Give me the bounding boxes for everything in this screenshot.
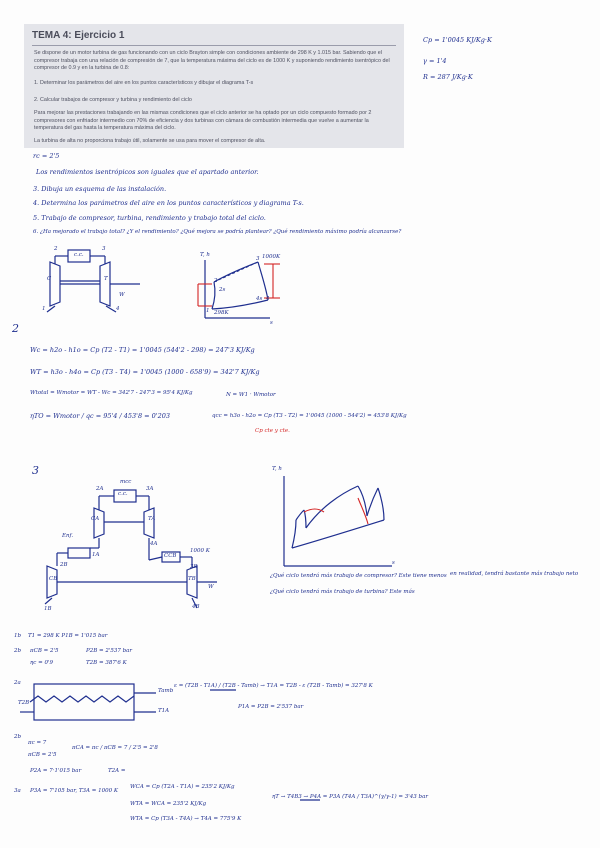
ts1-2s-label: 2s	[219, 287, 226, 293]
cp-note: Cp = 1'0045 KJ/Kg·K	[423, 36, 492, 44]
turbine-question: ¿Qué ciclo tendrá más trabajo de turbina? Este más	[270, 589, 415, 595]
enfriador-label: Enf.	[62, 533, 74, 539]
p1a-value: P1A = P2B = 2'537 bar	[238, 704, 304, 710]
cb-label: CB	[49, 576, 58, 582]
step-2-pi: πCB = 2'5	[30, 648, 59, 654]
compressor-work-eq: Wc = h2o - h1o = Cp (T2 - T1) = 1'0045 (544'2 - 298) = 247'3 KJ/Kg	[30, 346, 255, 354]
node-3-label: 3	[102, 246, 106, 252]
step-4-p2a: P2A = 7·1'015 bar	[30, 768, 82, 774]
ts1-3-label: 3	[256, 256, 260, 262]
section-3-number: 3	[32, 464, 39, 477]
step-5-p4a: ηT → T4B3 → P4A = P3A (T4A / T3A)^(γ/γ-1) = 3'43 bar	[272, 794, 428, 800]
problem-paragraph-3: La turbina de alta no proporciona trabajo útil, solamente se usa para mover el compresor de alta.	[34, 138, 266, 144]
ts-diagram-1	[198, 260, 280, 318]
ts1-2-label: 2	[214, 278, 218, 284]
node-4-label: 4	[116, 306, 120, 312]
ts1-s-label: s	[270, 320, 273, 326]
fuel-label: mcc	[120, 479, 132, 485]
ca-label: CA	[91, 516, 100, 522]
cc-label: c.c.	[118, 491, 128, 497]
step-4-badge: 2b	[14, 734, 22, 740]
node-4a-label: 4A	[150, 541, 158, 547]
step-2-eta: ηc = 0'9	[30, 660, 53, 666]
effectiveness-eq: ε = (T2B - T1A) / (T2B - Tamb) → T1A = T2B - ε (T2B - Tamb) = 327'8 K	[174, 683, 373, 689]
brayton-schematic	[47, 250, 140, 312]
node-3a-label: 3A	[146, 486, 154, 492]
node-2b-label: 2B	[60, 562, 68, 568]
gamma-note: γ = 1'4	[423, 57, 447, 65]
turbine-work-eq: WT = h3o - h4o = Cp (T3 - T4) = 1'0045 (1000 - 658'9) = 342'7 KJ/Kg	[30, 368, 260, 376]
turbine-label: T	[104, 276, 108, 282]
w-label-3: W	[208, 584, 214, 590]
hx-t2b-label: T2B	[18, 700, 30, 706]
compressor-question: ¿Qué ciclo tendrá más trabajo de compresor? Este tiene menos	[270, 573, 447, 579]
ts1-axis-label: T, h	[200, 252, 210, 258]
step-5-wta: WTA = WCA = 235'2 KJ/Kg	[130, 801, 207, 807]
step-1-badge: 1b	[14, 633, 22, 639]
ccb-label: CCB	[164, 553, 177, 559]
step-5-wca: WCA = Cp (T2A - T1A) = 235'2 KJ/Kg	[130, 784, 235, 790]
step-5-badge: 3a	[14, 788, 21, 794]
node-1-label: 1	[42, 306, 46, 312]
hx-t1a-label: T1A	[158, 708, 170, 714]
problem-paragraph: Se dispone de un motor turbina de gas funcionando con un ciclo Brayton simple con condiciones ambiente de 298 K y 1.015 bar. Sabiendo que el compresor trabaja con una relación de compresión de 7, que la temperatura máxima del ciclo es de 1000 K y suponiendo rendimiento isentrópico del compresor de 0.9 y en la turbina de 0.8:	[34, 50, 390, 72]
problem-paragraph-2: Para mejorar las prestaciones trabajando en las mismas condiciones que el ciclo anterior se ha optado por un ciclo compuesto formado por 2 compresores con enfriador intermedio con 70% de eficiencia y dos turbinas con cámara de combustión intermedia que vuelve a aumentar la temperatura del gas hasta la temperatura máxima del ciclo.	[34, 110, 372, 132]
problem-item-1: 1. Determinar los parámetros del aire en los puntos característicos y dibujar el diagrama T-s	[34, 80, 254, 86]
cp-constant-note: Cp cte y cte.	[255, 428, 290, 434]
power-note: N = W1 · Wmotor	[226, 392, 276, 398]
ts-diagram-2	[284, 476, 392, 566]
r-note: R = 287 J/Kg·K	[423, 73, 473, 81]
step-2-p2b: P2B = 2'537 bar	[86, 648, 133, 654]
node-2-label: 2	[54, 246, 58, 252]
hx-tamb-label: Tamb	[158, 688, 174, 694]
efficiency-note: Los rendimientos isentrópicos son iguales que el apartado anterior.	[36, 168, 259, 176]
compressor-label: C	[47, 276, 52, 282]
ts1-1-label: 1	[206, 308, 210, 314]
combustion-label: c.c.	[74, 252, 84, 258]
step-3-badge: 2a	[14, 680, 21, 686]
step-5-state: P3A = 7'105 bar, T3A = 1000 K	[30, 788, 118, 794]
ts1-t1-label: 298K	[214, 310, 229, 316]
question-6: 6. ¿Ha mejorado el trabajo total? ¿Y el rendimiento? ¿Qué mejora se podría plantear? ¿Qué rendimiento máximo podría alcanzarse?	[33, 229, 402, 235]
node-1a-label: 1A	[92, 552, 100, 558]
step-5-t4a: WTA = Cp (T3A - T4A) → T4A = 775'9 K	[130, 816, 242, 822]
node-3b-label: 3B	[190, 564, 198, 570]
question-4: 4. Determina los parámetros del aire en los puntos característicos y diagrama T-s.	[33, 199, 304, 207]
problem-title: TEMA 4: Ejercicio 1	[32, 30, 125, 41]
step-4-pica: πCA = πc / πCB = 7 / 2'5 = 2'8	[72, 745, 158, 751]
section-2-number: 2	[12, 322, 19, 335]
step-4-picb: πCB = 2'5	[28, 752, 57, 758]
step-1-values: T1 = 298 K P1B = 1'015 bar	[28, 633, 108, 639]
question-5: 5. Trabajo de compresor, turbina, rendimiento y trabajo total del ciclo.	[33, 214, 266, 222]
net-work-eq: Wtotal = Wmotor = WT - Wc = 342'7 - 247'3 = 95'4 KJ/Kg	[30, 390, 193, 396]
ts1-4-label: 4	[266, 296, 270, 302]
efficiency-eq: ηTO = Wmotor / qc = 95'4 / 453'8 = 0'203	[30, 412, 170, 420]
step-2-badge: 2b	[14, 648, 22, 654]
ts1-t3-label: 1000K	[262, 254, 281, 260]
compressor-remark: en realidad, tendrá bastante más trabajo neto	[450, 571, 579, 577]
tb-label: TB	[188, 576, 196, 582]
step-4-t2a: T2A =	[108, 768, 126, 774]
question-3: 3. Dibuja un esquema de las instalación.	[33, 185, 167, 193]
ts2-axis-label: T, h	[272, 466, 282, 472]
t1000-label: 1000 K	[190, 548, 210, 554]
step-2-t2b: T2B = 387'6 K	[86, 660, 127, 666]
ts1-4s-label: 4s	[256, 296, 263, 302]
node-1b-label: 1B	[44, 606, 52, 612]
problem-item-2: 2. Calcular trabajos de compresor y turbina y rendimiento del ciclo	[34, 97, 192, 103]
ts2-s-label: s	[392, 560, 395, 566]
heat-exchanger-sketch	[20, 684, 156, 720]
node-4b-label: 4B	[192, 604, 200, 610]
ta-label: TA	[148, 516, 156, 522]
heat-input-eq: qcc = h3o - h2o = Cp (T3 - T2) = 1'0045 (1000 - 544'2) = 453'8 KJ/Kg	[212, 413, 407, 419]
rc-note: rc = 2'5	[33, 152, 60, 160]
work-label: W	[119, 292, 125, 298]
node-2a-label: 2A	[96, 486, 104, 492]
step-4-pic: πc = 7	[28, 740, 47, 746]
